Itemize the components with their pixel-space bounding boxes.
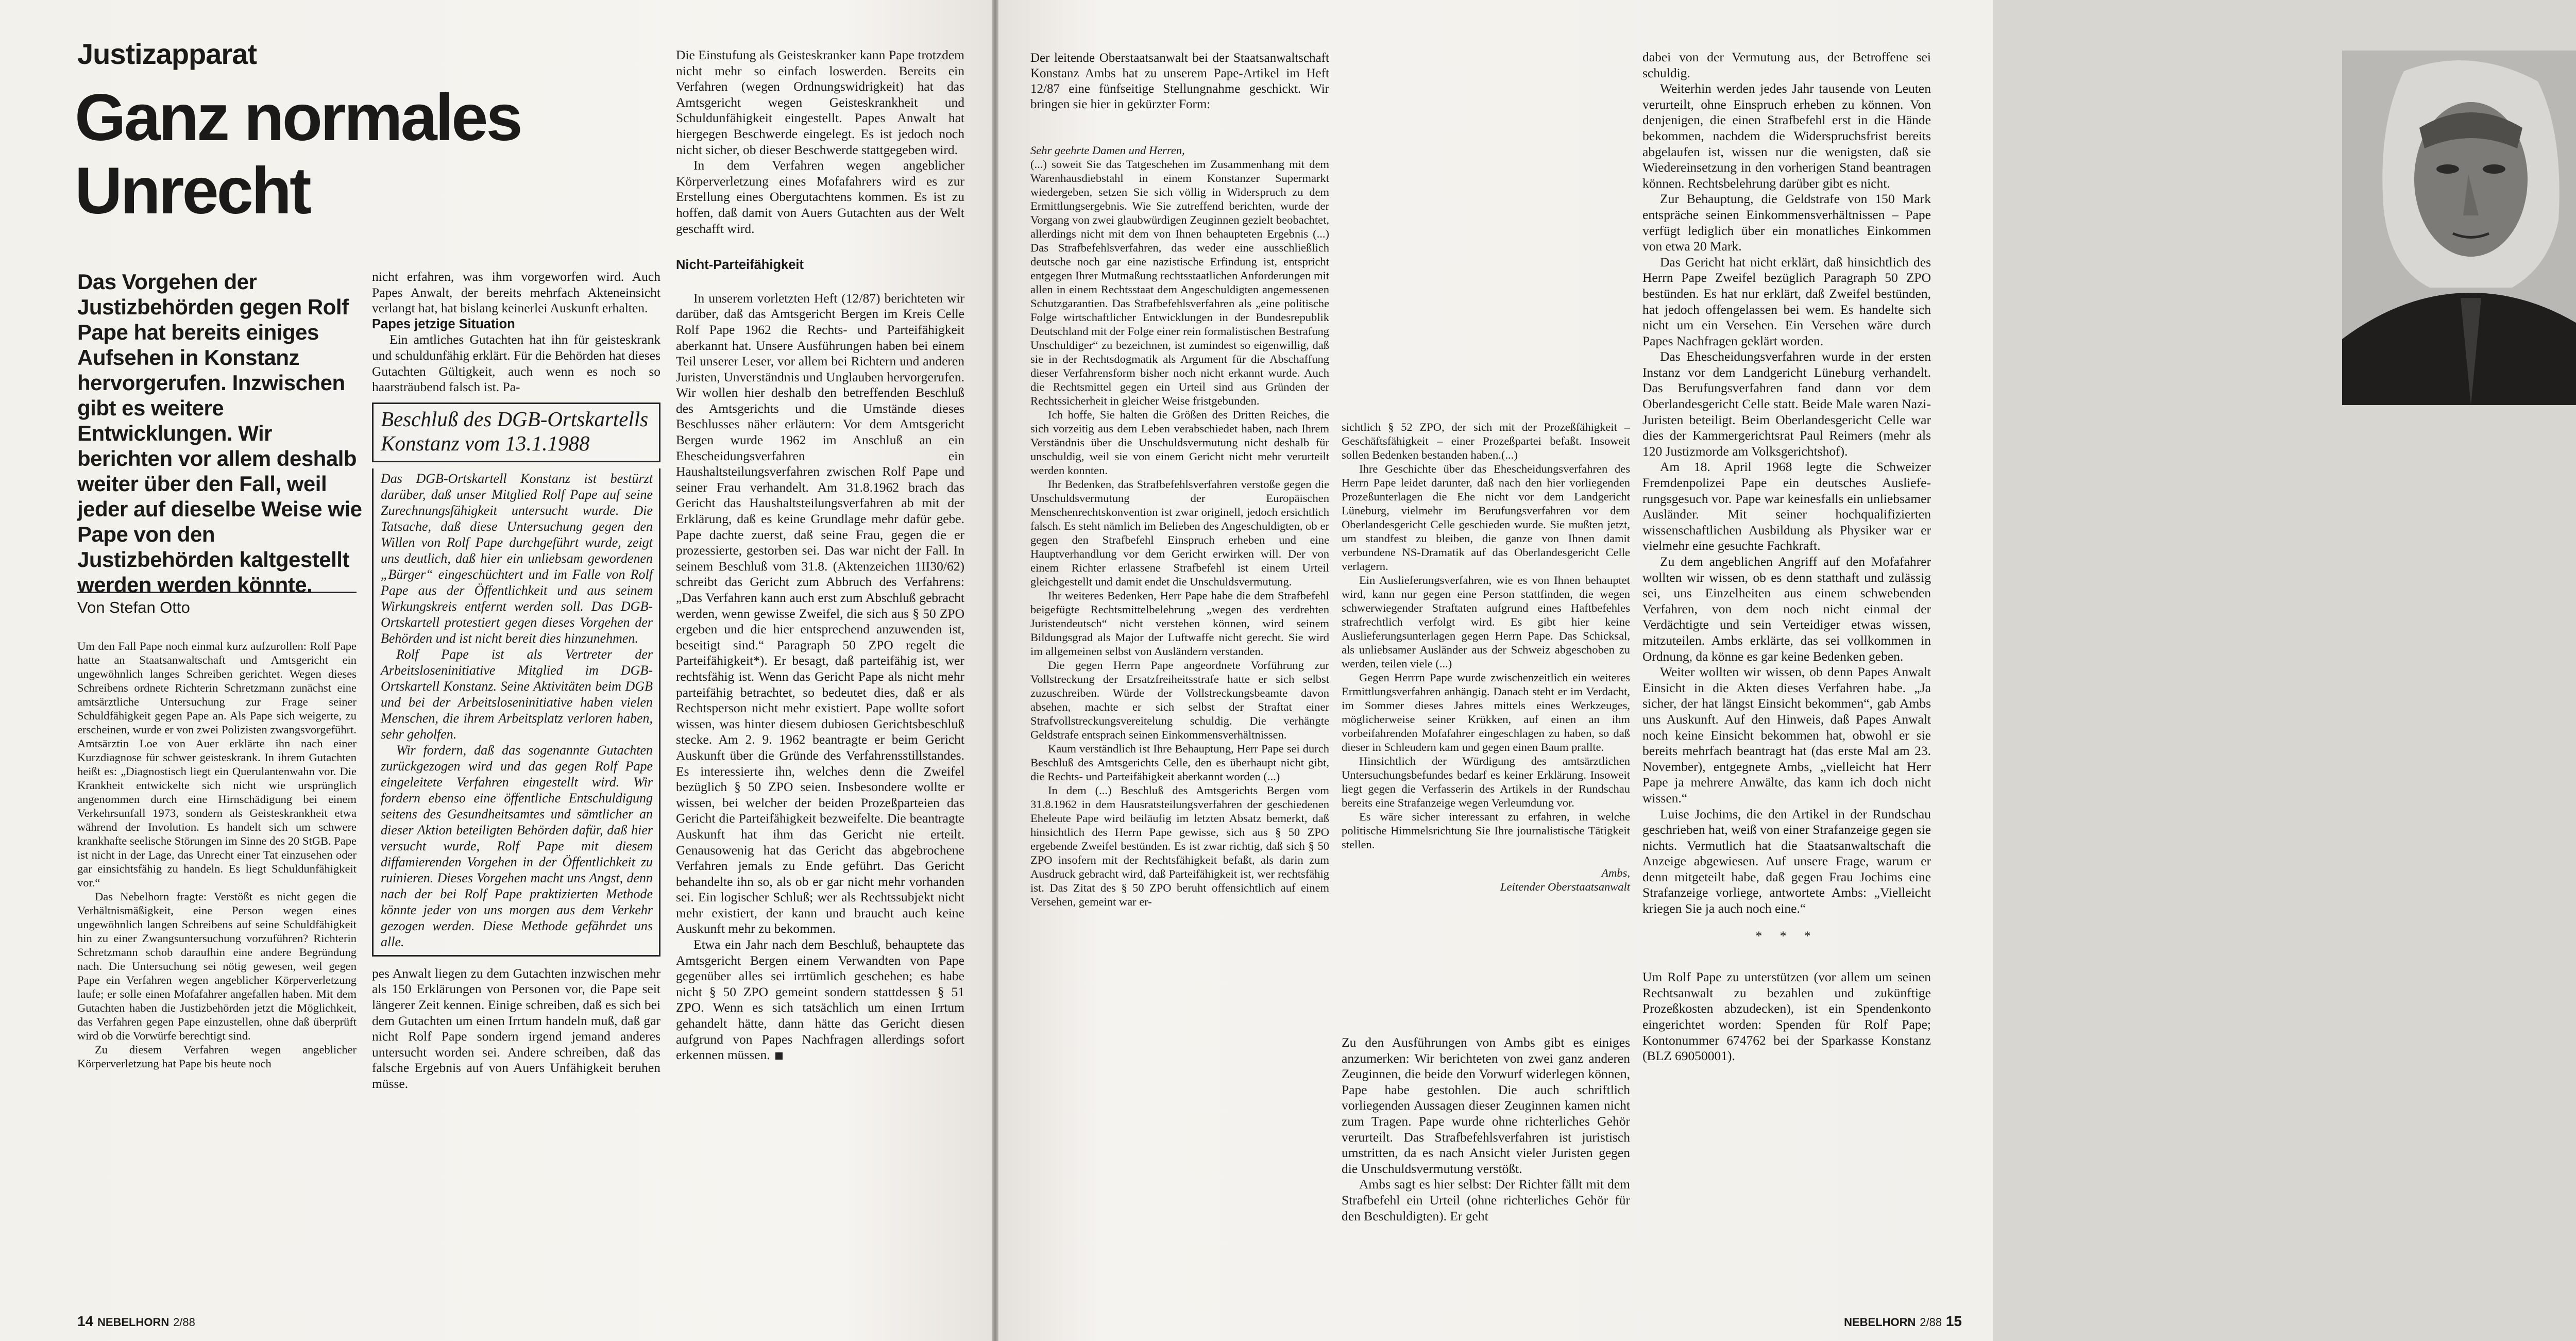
letter-paragraph: Ein Auslieferungsverfahren, wie es von Ihnen behauptet wird, kann nur gegen eine Person stattfinden, die wegen schwerwiegender Straftaten aufgrund eines Haftbefehles strafrechtlich verfolgt wird. Es gibt hier keine Auslieferungsunterlagen gegen Herrn Pape. Das Schicksal, als unliebsamer Ausländer aus der Schweiz abgeschoben zu werden, teilen viele (...) [1342, 574, 1630, 670]
issue-number: 2/88 [1920, 1316, 1942, 1329]
letter-paragraph: Es wäre sicher interessant zu erfahren, in welche politische Himmelsrichtung Sie Ihre journalistische Tätigkeit stellen. [1342, 810, 1630, 851]
body-paragraph [676, 937, 964, 1063]
body-paragraph: Weiter wollten wir wissen, ob denn Papes Anwalt Einsicht in die Akten dieses Verfahren habe. „Ja sicher, der hat längst Einsicht bekommen“, gab Ambs uns Auskunft. Auf den Hinweis, daß Papes Anwalt noch keine Einsicht bekommen hat, obwohl er sie bereits mehrfach beantragt hat (das erste Mal am 23. November), entgegnete Ambs, „vielleicht hat Herr Pape ja mehrere Anwälte, das kann ich doch nicht wissen.“ [1642, 664, 1931, 806]
right-column-2-letter [1342, 420, 1630, 893]
left-column-2 [372, 269, 660, 1280]
body-paragraph: nicht erfahren, was ihm vorgeworfen wird. Auch Papes Anwalt, der bereits mehrfach Akteneinsicht verlangt hat, hat bislang keinerlei Auskunft erhalten. [372, 269, 660, 316]
byline: Von Stefan Otto [77, 592, 357, 617]
body-paragraph: pes Anwalt liegen zu dem Gutachten inzwischen mehr als 150 Erklärungen von Personen vor, die Pape seit längerer Zeit kennen. Einige schreiben, daß es sich bei dem Gutachten um einen Irrtum handeln muß, daß gar nicht Rolf Pape sondern irgend jemand anderes untersucht worden sei. Andere schreiben, daß das falsche Ergebnis auf von Auers Unfähigkeit beruhen müsse. [372, 965, 660, 1091]
body-paragraph: Zur Behauptung, die Geldstrafe von 150 Mark entspräche seinen Einkommensverhältnissen – Pape verfügt lediglich über ein monatliches Einkommen von etwa 20 Mark. [1642, 191, 1931, 254]
body-paragraph: Weiterhin werden jedes Jahr tausende von Leuten verurteilt, ohne Einspruch erheben zu können. Von denjenigen, die einen Strafbefehl erst in die Hände bekommen, nachdem die Widerspruchsfrist bereits abgelaufen ist, wissen nur die wenigsten, daß sie Wiedereinsetzung in den vorherigen Stand beantragen können. Rechtsbelehrung darüber gibt es nicht. [1642, 81, 1931, 191]
page-number: 14 [77, 1313, 94, 1329]
dgb-box [372, 468, 660, 957]
body-paragraph: Zu dem angeblichen Angriff auf den Mofafahrer wollten wir wissen, ob es denn statthaft und zulässig sei, uns Einzelheiten aus einem schwebenden Verfahren, von dem noch nicht einmal der Verdächtigte und sein Verteidiger etwas wissen, mitzuteilen. Ambs erklärte, das sei vollkommen in Ordnung, da könne es gar keine Bedenken geben. [1642, 554, 1931, 664]
letter-paragraph: Ihre Geschichte über das Ehescheidungsverfahren des Herrn Pape leidet darunter, daß nach den hier vorliegenden Prozeßunterlagen die Ehe nicht vor dem Landgericht Lüneburg, vielmehr im Berufungsverfahren vor dem Oberlandesgericht Celle geschieden wurde. Sie mußten jetzt, um standfest zu bleiben, die ganze von Ihnen damit verbundene NS-Dramatik auf das Oberlandesgericht Celle verlagern. [1342, 462, 1630, 573]
donation-paragraph: Um Rolf Pape zu unterstützen (vor allem um seinen Rechtsanwalt zu bezahlen und zukünftige Prozeßkosten abzudecken), ist ein Spendenkonto eingerichtet worden: Spenden für Rolf Pape; Kontonummer 674762 bei der Sparkasse Konstanz (BLZ 69050001). [1642, 969, 1931, 1064]
magazine-name: NEBELHORN [97, 1316, 170, 1329]
portrait-photo [2342, 51, 2576, 405]
letter-paragraph: sichtlich § 52 ZPO, der sich mit der Prozeßfähigkeit – Geschäftsfähigkeit – einer Prozeßpartei befaßt. Insoweit sollen Bedenken bestanden haben.(...) [1342, 421, 1630, 461]
right-page [998, 0, 1993, 1341]
right-column-3 [1642, 49, 1931, 1307]
letter-paragraph: Die gegen Herrn Pape angeordnete Vorführung zur Vollstreckung der Ersatzfreiheitsstrafe hatte er sich selbst zuzuschreiben. Würde der Vollstreckungsbeamte davon absehen, machte er sich selbst der Straftat einer Strafvollstreckungsvereitelung schuldig. Die verhängte Geldstrafe entsprach seinen Einkommensverhältnissen. [1030, 659, 1329, 741]
letter-paragraph: Kaum verständlich ist Ihre Behauptung, Herr Pape sei durch Beschluß des Amtsgerichts Celle, den es überhaupt nicht gibt, die Rechts- und Parteifähigkeit aberkannt worden (...) [1030, 742, 1329, 783]
headline-line-1: Ganz normales [75, 81, 521, 155]
letter-paragraph: (...) soweit Sie das Tatgeschehen im Zusammenhang mit dem Warenhausdiebstahl in einem Konstanzer Supermarkt wiedergeben, setzen Sie sich völlig in Widerspruch zu dem Ermittlungsergebnis. Wie Sie zutreffend berichten, wurde der Vorgang von zwei glaubwürdigen Zeuginnen gezielt beobachtet, allerdings nicht mit dem von Ihnen behaupteten Ergebnis (...) Das Strafbefehlsverfahren, das weder eine ausschließlich deutsche noch gar eine nazistische Erfindung ist, entspricht entgegen Ihrer Mutmaßung rechtsstaatlichen Anforderungen mit allen in einem Rechtsstaat dem Angeschuldigten angemessenen Schutzgarantien. Das Strafbefehlsverfahren als „eine politische Folge wirtschaftlicher Entwicklungen in der Bundesrepublik Deutschland mit der Folge einer rein formalistischen Bestrafung Unschuldiger“ zu bezeichnen, ist zumindest so eigenwillig, daß sie in der Rechtsdogmatik als Argument für die Abschaffung dieser Verfahrensform bisher noch nicht erkannt wurde. Auch die Rechtsmittel gegen ein Urteil sind aus Gründen der Rechtssicherheit in gleicher Weise fristgebunden. [1030, 158, 1329, 407]
body-text: Etwa ein Jahr nach dem Beschluß, behauptete das Amtsgericht Bergen einem Verwandten von Pape gegenüber alles sei irrtümlich geschehen; es habe nicht § 50 ZPO gemeint sondern stattdessen § 51 ZPO. Wenn es sich tatsächlich um einen Irrtum gehandelt hätte, dann hätte das Gericht diesen aufgrund von Papes Nachfragen allerdings sofort erkennen müssen. [676, 937, 964, 1063]
letter-greeting: Sehr geehrte Damen und Herren, [1030, 144, 1185, 157]
section-divider: * * * [1755, 928, 1818, 943]
lead-paragraph: Das Vorgehen der Justizbehörden gegen Rolf Pape hat bereits einiges Aufsehen in Konstanz hervorgerufen. Inzwischen gibt es weitere Entwicklungen. Wir berichten vor allem deshalb weiter über den Fall, weil jeder auf dieselbe Weise wie Pape von den Justizbehörden kaltgestellt werden werden könnte. [77, 270, 362, 597]
letter-paragraph: Gegen Herrrn Pape wurde zwischenzeitlich ein weiteres Ermittlungsverfahren anhängig. Danach steht er im Verdacht, im Sommer dieses Jahres mittels eines Werkzeuges, möglicherweise seiner Krükken, auf einen an ihm vorbeifahrenden Mofafahrer eingeschlagen zu haben, so daß dieser in Schleudern kam und gegen einen Baum prallte. [1342, 671, 1630, 753]
letter-paragraph: Ihr weiteres Bedenken, Herr Pape habe die dem Strafbefehl beigefügte Rechtsmittelbelehrung „wegen des verdrehten Juristendeutsch“ nicht verstehen können, wird seinem Bildungsgrad als Major der Luftwaffe nicht gerecht. Sie wird im allgemeinen selbst von Ausländern verstanden. [1030, 589, 1329, 658]
headline-line-2: Unrecht [75, 154, 310, 228]
letter-paragraph: In dem (...) Beschluß des Amtsgerichts Bergen vom 31.8.1962 in dem Hausratsteilungsverfahren der geschiedenen Eheleute Pape wird beiläufig im letzten Absatz bemerkt, daß hinsichtlich des Herrn Pape gewisse, sich aus § 50 ZPO ergebende Zweifel bestünden. Es ist zwar richtig, daß sich § 50 ZPO insofern mit der Rechtsfähigkeit befaßt, als darin zum Ausdruck gebracht wird, daß Parteifähigkeit ist, wer rechtsfähig ist. Das Zitat des § 50 ZPO beruht offensichtlich auf einem Versehen, gemeint war er- [1030, 784, 1329, 908]
body-paragraph: Das Gericht hat nicht erklärt, daß hinsichtlich des Herrn Pape Zweifel bezüglich Paragraph 50 ZPO bestünden. Es hat nur erklärt, daß Zweifel bestünden, hat jedoch offengelassen bei wem. Es handelte sich nicht um ein Versehen. Ein Versehen wäre durch Papes Nachfragen geklärt worden. [1642, 254, 1931, 348]
magazine-name: NEBELHORN [1844, 1316, 1916, 1329]
left-page [0, 0, 992, 1341]
body-paragraph: dabei von der Vermutung aus, der Betroffene sei schuldig. [1642, 49, 1931, 80]
subhead-situation: Papes jetzige Situation [372, 316, 515, 331]
body-paragraph: Um den Fall Pape noch einmal kurz aufzurollen: Rolf Pape hatte an Staatsanwaltschaft und Amtsgericht ein ungewöhnlich langes Schreiben gerichtet. Wegen dieses Schreibens ordnete Richterin Schretzmann zunächst eine amtsärztliche Untersuchung zur Frage seiner Schuldfähigkeit gegen Pape an. Als Pape sich weigerte, zu erscheinen, wurde er von zwei Polizisten zwangsvorgeführt. Amtsärztin Loe von Auer erklärte ihn nach einer Kurzdiagnose für schwer geisteskrank. In ihrem Gutachten heißt es: „Diagnostisch liegt ein Querulantenwahn vor. Die Krankheit entwickelte sich nicht wie ursprünglich angenommen durch eine Hirnschädigung bei einem Verkehrsunfall 1973, sondern als Geisteskrankheit etwa während der Involution. Es handelt sich um schwere krankhafte seelische Störungen im Sinne des 20 StGB. Pape ist nicht in der Lage, das Unrecht einer Tat einzusehen oder gar einsichtsfähig zu handeln. Es liegt Schuldunfähigkeit vor.“ [77, 640, 357, 889]
body-paragraph: In dem Verfahren wegen angeblicher Körperverletzung eines Mofafahrers wird es zur Erstellung eines Obergutachtens kommen. Es ist zu hoffen, daß damit von Auers Gutachten aus der Welt geschafft wird. [676, 158, 964, 236]
box-paragraph: Wir fordern, daß das sogenannte Gutachten zurückgezogen wird und das gegen Rolf Pape eingeleitete Verfahren eingestellt wird. Wir fordern ebenso eine öffentliche Entschuldigung seitens des Gesundheitsamtes und sämtlicher an dieser Aktion beteiligten Behörden dafür, daß hier versucht wurde, Rolf Pape mit diesem diffamierenden Vorgehen in der Öffentlichkeit zu ruinieren. Dieses Vorgehen macht uns Angst, denn nach der bei Rolf Pape praktizierten Methode könnte jeder von uns morgen aus dem Verkehr gezogen werden. Diese Methode gefährdet uns alle. [381, 742, 653, 949]
body-paragraph: Am 18. April 1968 legte die Schweizer Fremdenpolizei Pape ein deutsches Auslieferungsgesuch vor. Pape war keinesfalls ein unliebsamer Ausländer. Mit seiner hochqualifizierten wissenschaftlichen Ausbildung als Physiker war er vielmehr eine gesuchte Fachkraft. [1642, 459, 1931, 554]
right-column-1 [1030, 51, 1329, 1308]
body-paragraph: In unserem vorletzten Heft (12/87) berichteten wir darüber, daß das Amtsgericht Bergen im Kreis Celle Rolf Pape 1962 die Rechts- und Parteifähigkeit aberkannt hat. Unsere Ausführungen haben bei einem Teil unserer Leser, vor allem bei Richtern und anderen Juristen, Unverständnis und Unglauben hervorgerufen. Wir wollen hier deshalb den betreffenden Beschluß des Amtsgerichts und die Umstände dieses Beschlusses näher erläutern: Vor dem Amtsgericht Bergen wurde 1962 im Anschluß an ein Ehescheidungsverfahren ein Haushaltsteilungsverfahren zwischen Rolf Pape und seiner Frau verhandelt. Am 31.8.1962 brach das Gericht das Haushaltsteilungsverfahren ab mit der Erklärung, daß es keine Grundlage mehr dafür gebe. Pape dachte zuerst, daß seine Frau, gegen die er prozessierte, gestorben sei. Das war nicht der Fall. In seinem Beschluß vom 31.8. (Aktenzeichen 1II30/62) schreibt das Gericht zum Abbruch des Verfahrens: „Das Verfahren kann auch erst zum Abschluß gebracht werden, wenn gewisse Zweifel, die sich aus § 50 ZPO ergeben und die hier entsprechend anzuwenden ist, beseitigt sind.“ Paragraph 50 ZPO regelt die Parteifähigkeit*). Er besagt, daß parteifähig ist, wer rechtsfähig ist. Wenn das Gericht Pape als nicht mehr parteifähig betrachtet, so bedeutet dies, daß er als Rechtsperson nicht mehr existiert. Pape wollte sofort wissen, was hinter diesem dubiosen Gerichtsbeschluß stecke. Am 2. 9. 1962 beantragte er beim Gericht Auskunft über die Gründe des Verfahrensstillstandes. Es interessierte ihn, welches denn die Zweifel bezüglich § 50 ZPO seien. Insbesondere wollte er wissen, bei welcher der beiden Prozeßparteien das Gericht die Parteifähigkeit bezweifelte. Die beantragte Auskunft hat ihm das Gericht nie erteilt. Genausowenig hat das Gericht das abgebrochene Verfahren jemals zu Ende geführt. Das Gericht behandelte ihn so, als ob er gar nicht mehr vorhanden sei. Ein logischer Schluß; wer als Rechtssubjekt nicht mehr existiert, der kann und braucht auch keine Auskunft mehr zu bekommen. [676, 290, 964, 936]
letter-paragraph: Ich hoffe, Sie halten die Größen des Dritten Reiches, die sich vorzeitig aus dem Leben verabschiedet haben, nach Ihrem Verständnis über die Unschuldsvermutung nicht deshalb für unschuldig, weil sie von einem Gericht nicht mehr verurteilt werden konnten. [1030, 408, 1329, 477]
body-paragraph: Ein amtliches Gutachten hat ihn für geisteskrank und schuldunfähig erklärt. Für die Behörden hat dieses Gutachten Gültigkeit, auch wenn es noch so haarsträubend falsch ist. Pa- [372, 332, 660, 395]
dgb-box-title: Beschluß des DGB-Ortskartells Konstanz vom 13.1.1988 [372, 403, 660, 462]
box-paragraph: Rolf Pape ist als Vertreter der Arbeitsloseninitiative Mitglied im DGB-Ortskartell Konstanz. Seine Aktivitäten beim DGB und bei der Arbeitsloseninitiative haben vielen Menschen, die ihrem Arbeitsplatz verloren haben, sehr geholfen. [381, 646, 653, 742]
body-paragraph: Zu den Ausführungen von Ambs gibt es einiges anzumerken: Wir berichteten von zwei ganz anderen Zeuginnen, die beide den Vorwurf widerlegen können, Pape habe gestohlen. Die auch schriftlich vorliegenden Aussagen dieser Zeuginnen kamen nicht zum Tragen. Pape wurde ohne richterliches Gehör verurteilt. Das Strafbefehlsverfahren ist juristisch umstritten, da es nach Ansicht vieler Juristen gegen die Unschuldsvermutung verstößt. [1342, 1035, 1630, 1176]
body-paragraph: Das Nebelhorn fragte: Verstößt es nicht gegen die Verhältnismäßigkeit, eine Person wegen eines ungewöhnlich langen Schreibens auf seine Schuldfähigkeit hin zu einer Zwangsuntersuchung vorzuführen? Richterin Schretzmann schob daraufhin eine andere Begründung nach. Die Untersuchung sei nötig gewesen, weil gegen Pape ein Verfahren wegen angeblicher Körperverletzung laufe; er solle einen Mofafahrer angefallen haben. Mit dem Gutachten haben die Justizbehörden jetzt die Möglichkeit, das Verfahren gegen Pape einzustellen, ohne daß überprüft wird ob die Vorwürfe berechtigt sind. [77, 890, 357, 1042]
portrait-image [2342, 51, 2576, 405]
body-paragraph: Luise Jochims, die den Artikel in der Rundschau geschrieben hat, weiß von einer Strafanzeige gegen sie nichts. Vermutlich hat die Staatsanwaltschaft die Anzeige abgewiesen. Auf unsere Frage, warum er denn mitgeteilt habe, daß gegen Frau Jochims eine Strafanzeige vorliege, antwortete Ambs: „Vielleicht kriegen Sie ja auch noch eine.“ [1642, 806, 1931, 916]
headline [75, 81, 538, 228]
body-paragraph: Die Einstufung als Geisteskranker kann Pape trotzdem nicht mehr so einfach loswerden. Bereits ein Verfahren (wegen Ordnungswidrigkeit) hat das Amtsgericht wegen Geisteskrankheit und Schuldunfähigkeit eingestellt. Papes Anwalt hat hiergegen Beschwerde eingelegt. Es ist jedoch noch nicht sicher, ob dieser Beschwerde stattgegeben wird. [676, 47, 964, 157]
left-column-1 [77, 639, 357, 1301]
signature-title: Leitender Oberstaatsanwalt [1500, 880, 1630, 893]
signature-name: Ambs, [1601, 866, 1630, 879]
intro-paragraph: Der leitende Oberstaatsanwalt bei der Staatsanwaltschaft Konstanz Ambs hat zu unserem Pape-Artikel im Heft 12/87 eine fünfseitige Stellungnahme geschickt. Wir bringen sie hier in gekürzter Form: [1030, 51, 1329, 111]
letter-paragraph: Ihr Bedenken, das Strafbefehlsverfahren verstoße gegen die Unschuldsvermutung der Europäischen Menschenrechtskonvention ist zwar originell, jedoch ersichtlich falsch. Es steht nämlich im Belieben des Angeschuldigten, ob er gegen den Strafbefehl Einspruch erheben und eine Hauptverhandlung vor dem Gericht erwirken will. Der von einem Richter erlassene Strafbefehl ist einem Urteil gleichgestellt und damit endet die Unschuldsvermutung. [1030, 478, 1329, 588]
spine-gutter [992, 0, 998, 1341]
left-folio [77, 1313, 195, 1330]
left-column-3 [676, 47, 964, 1284]
end-mark-icon [775, 1052, 783, 1060]
body-paragraph: Das Ehescheidungsverfahren wurde in der ersten Instanz vor dem Landgericht Lüneburg verhandelt. Das Berufungsverfahren fand dann vor dem Oberlandesgericht Celle statt. Beide Male waren Nazi-Juristen beteiligt. Beim Oberlandesgericht Celle war dies der Kammergerichtsrat Paul Reimers (mehr als 120 Justizmorde am Volksgerichtshof). [1642, 349, 1931, 459]
body-paragraph: Zu diesem Verfahren wegen angeblicher Körperverletzung hat Pape bis heute noch [77, 1043, 357, 1070]
page-number: 15 [1945, 1313, 1962, 1329]
box-paragraph: Das DGB-Ortskartell Konstanz ist bestürzt darüber, daß unser Mitglied Rolf Pape auf seine Zurechnungsfähigkeit untersucht wurde. Die Tatsache, daß diese Untersuchung gegen den Willen von Rolf Pape durchgeführt wurde, zeigt uns deutlich, daß hier ein unliebsam gewordenen „Bürger“ eingeschüchtert und im Falle von Rolf Pape aus der Öffentlichkeit und aus seinem Wirkungskreis entfernt werden soll. Das DGB-Ortskartell protestiert gegen dieses Vorgehen der Behörden und ist nicht bereit dies hinzunehmen. [381, 471, 653, 646]
right-folio [1844, 1313, 1962, 1330]
section-kicker: Justizapparat [77, 38, 257, 70]
body-paragraph: Ambs sagt es hier selbst: Der Richter fällt mit dem Strafbefehl ein Urteil (ohne richterliches Gehör für den Beschuldigten). Er geht [1342, 1177, 1630, 1223]
issue-number: 2/88 [173, 1316, 195, 1329]
right-column-2-response [1342, 1035, 1630, 1313]
letter-paragraph: Hinsichtlich der Würdigung des amtsärztlichen Untersuchungsbefundes bedarf es keiner Erklärung. Insoweit liegt gegen die Verfasserin des Artikels in der Rundschau bereits eine Strafanzeige wegen Verleumdung vor. [1342, 755, 1630, 809]
subhead-party: Nicht-Parteifähigkeit [676, 258, 804, 273]
